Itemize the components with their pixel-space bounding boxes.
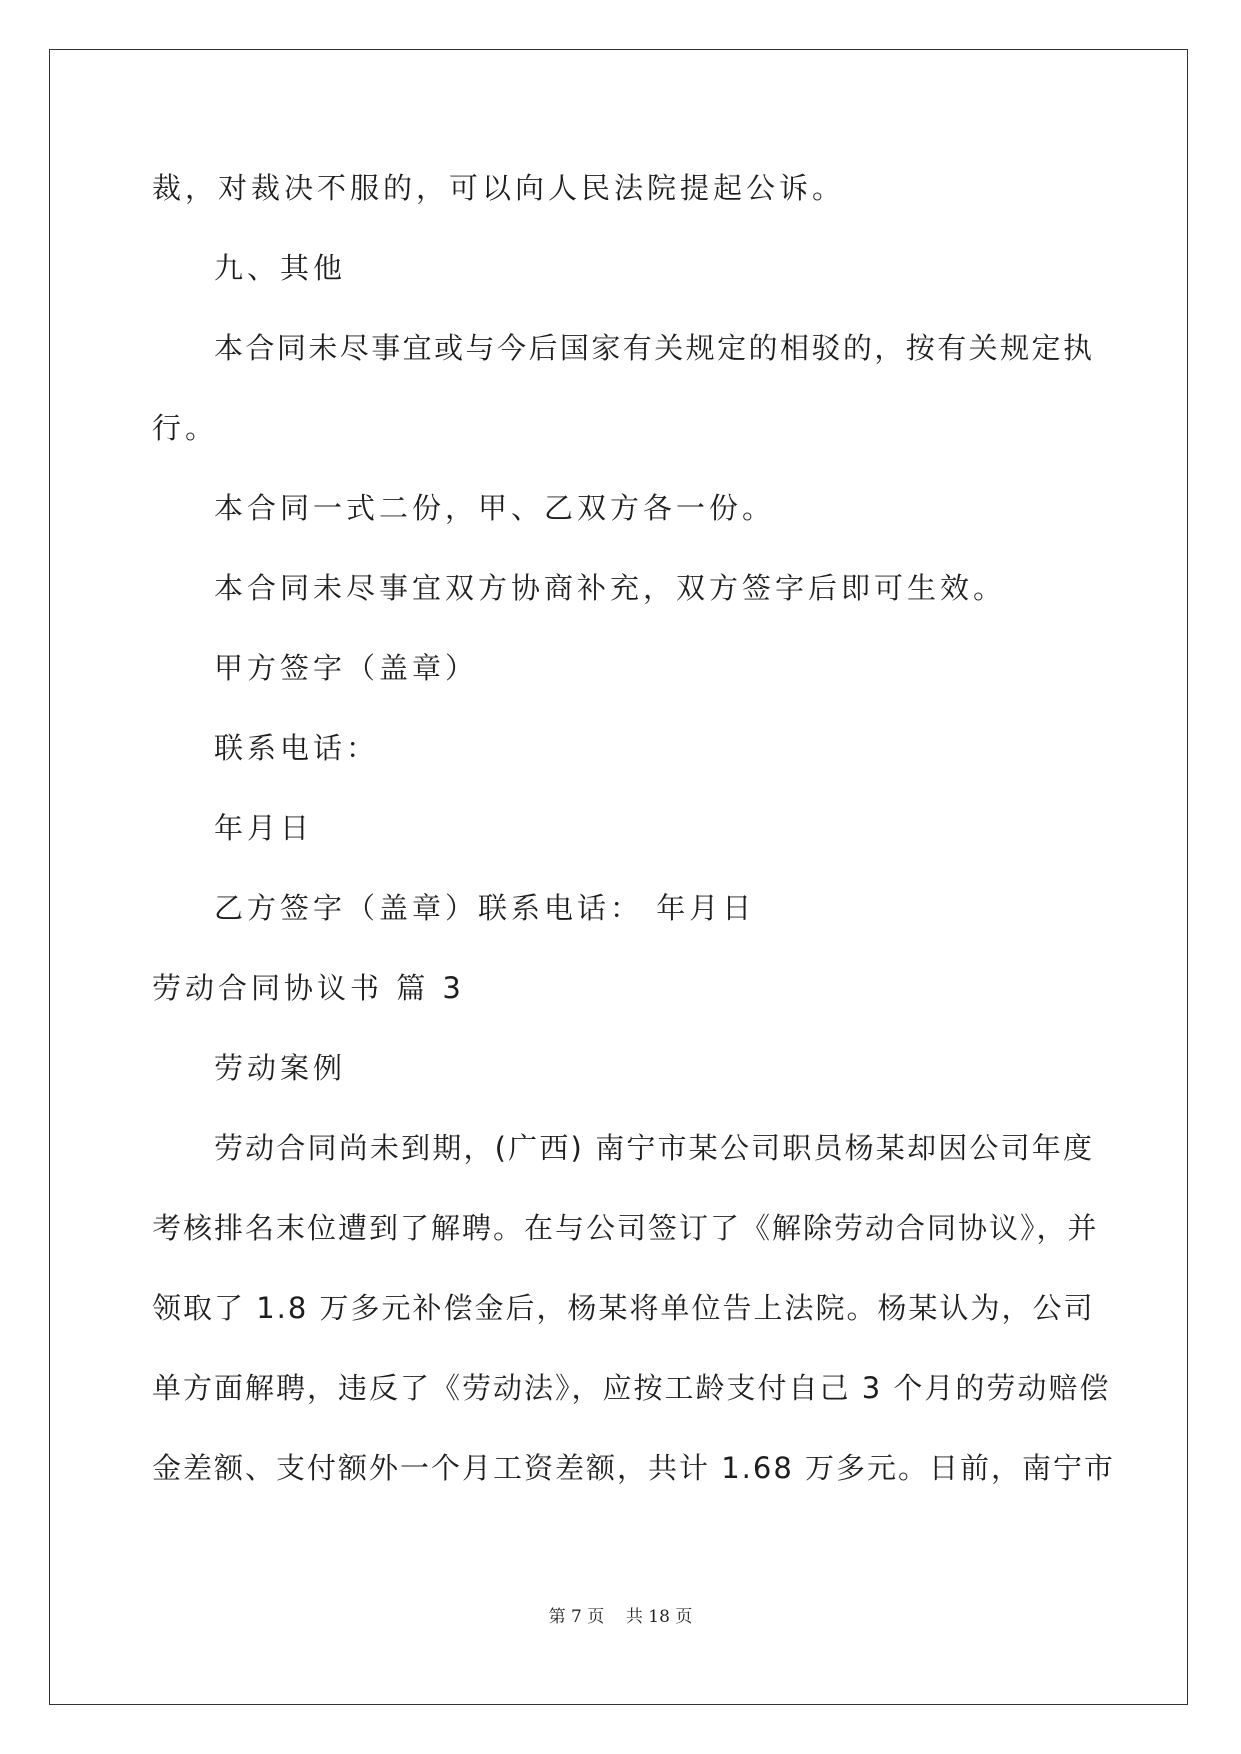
contact-phone-line: 联系电话：: [214, 731, 380, 765]
paragraph-line: 劳动合同尚未到期，(广西) 南宁市某公司职员杨某却因公司年度: [214, 1131, 1094, 1165]
signature-line-party-a: 甲方签字（盖章）: [214, 651, 479, 685]
paragraph-line: 本合同一式二份，甲、乙双方各一份。: [214, 491, 776, 525]
section-heading: 九、其他: [214, 251, 347, 285]
paragraph-line: 本合同未尽事宜或与今后国家有关规定的相驳的，按有关规定执: [214, 331, 1094, 365]
paragraph-line: 考核排名末位遭到了解聘。在与公司签订了《解除劳动合同协议》，并: [152, 1211, 1099, 1245]
date-line: 年月日: [214, 811, 314, 845]
signature-line-party-b: 乙方签字（盖章）联系电话： 年月日: [214, 891, 756, 925]
page-number-footer: 第 7 页 共 18 页: [548, 1607, 693, 1627]
paragraph-line: 行。: [152, 411, 219, 445]
paragraph-line: 单方面解聘，违反了《劳动法》，应按工龄支付自己 3 个月的劳动赔偿: [152, 1371, 1111, 1405]
section-heading: 劳动案例: [214, 1051, 347, 1085]
paragraph-line: 领取了 1.8 万多元补偿金后，杨某将单位告上法院。杨某认为，公司: [152, 1291, 1095, 1325]
paragraph-line: 金差额、支付额外一个月工资差额，共计 1.68 万多元。日前，南宁市: [152, 1451, 1116, 1485]
paragraph-line: 裁，对裁决不服的，可以向人民法院提起公诉。: [152, 171, 846, 205]
paragraph-line: 本合同未尽事宜双方协商补充，双方签字后即可生效。: [214, 571, 1007, 605]
document-section-title: 劳动合同协议书 篇 3: [152, 971, 465, 1005]
